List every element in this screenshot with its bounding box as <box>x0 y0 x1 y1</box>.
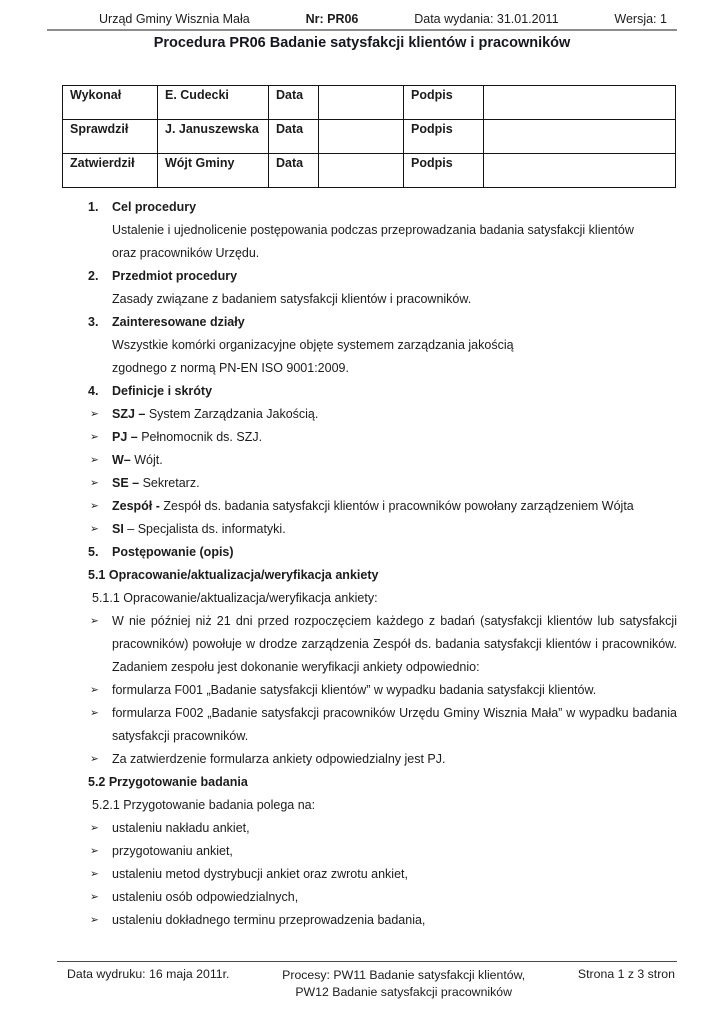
page-footer <box>57 961 677 1001</box>
paragraph-line: oraz pracowników Urzędu. <box>112 246 260 260</box>
process-line-1: Procesy: PW11 Badanie satysfakcji klientów, <box>282 968 526 982</box>
arrow-bullet-icon: ➢ <box>90 454 99 466</box>
role-cell: Sprawdził <box>63 120 158 154</box>
table-row <box>63 120 676 154</box>
bullet-item <box>88 610 677 679</box>
arrow-bullet-icon: ➢ <box>90 500 99 512</box>
name-cell: J. Januszewska <box>158 120 269 154</box>
section-number: 5. <box>88 545 99 559</box>
signature-label-cell: Podpis <box>404 154 484 188</box>
definition-term: PJ – <box>112 430 138 444</box>
definition-term: SI <box>112 522 124 536</box>
definition-text: Pełnomocnik ds. SZJ. <box>137 430 263 444</box>
definition-text: – Specjalista ds. informatyki. <box>123 522 286 536</box>
definition-item <box>88 449 677 472</box>
signature-value-cell <box>484 154 676 188</box>
definition-term: W– <box>112 453 131 467</box>
bullet-text: ustaleniu nakładu ankiet, <box>112 821 250 835</box>
arrow-bullet-icon: ➢ <box>90 845 99 857</box>
bullet-text: ustaleniu dokładnego terminu przeprowadzenia badania, <box>112 913 426 927</box>
arrow-bullet-icon: ➢ <box>90 868 99 880</box>
process-references <box>282 967 525 1001</box>
definition-item <box>88 403 677 426</box>
section-title: Zainteresowane działy <box>112 315 245 329</box>
definition-item <box>88 495 677 518</box>
name-cell: Wójt Gminy <box>158 154 269 188</box>
definition-item <box>88 472 677 495</box>
section-number: 1. <box>88 200 99 214</box>
table-row <box>63 86 676 120</box>
document-title: Procedura PR06 Badanie satysfakcji klientów i pracowników <box>153 35 571 51</box>
section-heading <box>88 265 677 288</box>
arrow-bullet-icon: ➢ <box>90 615 99 627</box>
section-title: Cel procedury <box>112 200 197 214</box>
section-title: Definicje i skróty <box>112 384 213 398</box>
bullet-item <box>88 886 677 909</box>
definition-term: SZJ – <box>112 407 146 421</box>
process-line-2: PW12 Badanie satysfakcji pracowników <box>295 985 513 999</box>
section-heading <box>88 196 677 219</box>
header-divider <box>47 29 677 31</box>
subsection-heading: 5.2 Przygotowanie badania <box>88 775 248 789</box>
header-row <box>47 12 677 26</box>
definition-term: Zespół - <box>112 499 160 513</box>
bullet-text: Za zatwierdzenie formularza ankiety odpowiedzialny jest PJ. <box>112 752 446 766</box>
bullet-text: W nie później niż 21 dni przed rozpoczęciem każdego z badań (satysfakcji klientów lub satysfakcji pracowników) powołuje w drodze zarządzenia Zespół ds. badania satysfakcji klientów i pracowników. Zadaniem zespołu jest dokonanie weryfikacji ankiety odpowiednio: <box>112 614 677 674</box>
arrow-bullet-icon: ➢ <box>90 822 99 834</box>
bullet-item <box>88 679 677 702</box>
signature-value-cell <box>484 120 676 154</box>
arrow-bullet-icon: ➢ <box>90 707 99 719</box>
arrow-bullet-icon: ➢ <box>90 408 99 420</box>
definition-text: System Zarządzania Jakością. <box>145 407 319 421</box>
table-row <box>63 154 676 188</box>
definition-text: Wójt. <box>130 453 163 467</box>
name-cell: E. Cudecki <box>158 86 269 120</box>
paragraph-line: Ustalenie i ujednolicenie postępowania podczas przeprowadzania badania satysfakcji klientów <box>112 223 634 237</box>
signature-value-cell <box>484 86 676 120</box>
paragraph-line: Zasady związane z badaniem satysfakcji klientów i pracowników. <box>112 292 472 306</box>
arrow-bullet-icon: ➢ <box>90 431 99 443</box>
paragraph-line: Wszystkie komórki organizacyjne objęte systemem zarządzania jakością <box>112 338 514 352</box>
header-doc-number: Nr: PR06 <box>305 12 359 26</box>
bullet-item <box>88 863 677 886</box>
header-issue-date: Data wydania: 31.01.2011 <box>414 12 559 26</box>
approval-table <box>62 85 676 188</box>
definition-term: SE – <box>112 476 140 490</box>
document-body <box>88 196 677 932</box>
date-label-cell: Data <box>269 86 319 120</box>
bullet-item <box>88 840 677 863</box>
arrow-bullet-icon: ➢ <box>90 914 99 926</box>
bullet-item <box>88 909 677 932</box>
bullet-text: ustaleniu osób odpowiedzialnych, <box>112 890 299 904</box>
arrow-bullet-icon: ➢ <box>90 477 99 489</box>
bullet-text: formularza F001 „Badanie satysfakcji klientów” w wypadku badania satysfakcji klientów. <box>112 683 597 697</box>
section-number: 3. <box>88 315 99 329</box>
arrow-bullet-icon: ➢ <box>90 891 99 903</box>
section-title: Postępowanie (opis) <box>112 545 234 559</box>
date-label-cell: Data <box>269 154 319 188</box>
section-number: 2. <box>88 269 99 283</box>
header-organization: Urząd Gminy Wisznia Mała <box>99 12 250 26</box>
paragraph-line: zgodnego z normą PN-EN ISO 9001:2009. <box>112 361 349 375</box>
header-version: Wersja: 1 <box>614 12 667 26</box>
procedure-step: 5.1.1 Opracowanie/aktualizacja/weryfikacja ankiety: <box>92 591 378 605</box>
signature-label-cell: Podpis <box>404 120 484 154</box>
page-header <box>47 12 677 31</box>
arrow-bullet-icon: ➢ <box>90 684 99 696</box>
section-heading <box>88 380 677 403</box>
date-value-cell <box>319 86 404 120</box>
date-value-cell <box>319 120 404 154</box>
section-number: 4. <box>88 384 99 398</box>
procedure-step: 5.2.1 Przygotowanie badania polega na: <box>92 798 316 812</box>
print-date: Data wydruku: 16 maja 2011r. <box>67 967 230 981</box>
signature-label-cell: Podpis <box>404 86 484 120</box>
date-label-cell: Data <box>269 120 319 154</box>
bullet-text: formularza F002 „Badanie satysfakcji pracowników Urzędu Gminy Wisznia Mała” w wypadku badania satysfakcji pracowników. <box>112 706 677 743</box>
subsection-heading: 5.1 Opracowanie/aktualizacja/weryfikacja ankiety <box>88 568 379 582</box>
page-number: Strona 1 z 3 stron <box>577 967 675 981</box>
section-title: Przedmiot procedury <box>112 269 238 283</box>
date-value-cell <box>319 154 404 188</box>
arrow-bullet-icon: ➢ <box>90 753 99 765</box>
section-heading <box>88 311 677 334</box>
role-cell: Zatwierdził <box>63 154 158 188</box>
definition-item <box>88 518 677 541</box>
bullet-item <box>88 702 677 748</box>
section-heading <box>88 541 677 564</box>
definition-text: Sekretarz. <box>139 476 200 490</box>
bullet-item <box>88 748 677 771</box>
arrow-bullet-icon: ➢ <box>90 523 99 535</box>
bullet-text: przygotowaniu ankiet, <box>112 844 233 858</box>
definition-item <box>88 426 677 449</box>
bullet-item <box>88 817 677 840</box>
definition-text: Zespół ds. badania satysfakcji klientów i pracowników powołany zarządzeniem Wójta <box>159 499 634 513</box>
bullet-text: ustaleniu metod dystrybucji ankiet oraz zwrotu ankiet, <box>112 867 408 881</box>
role-cell: Wykonał <box>63 86 158 120</box>
